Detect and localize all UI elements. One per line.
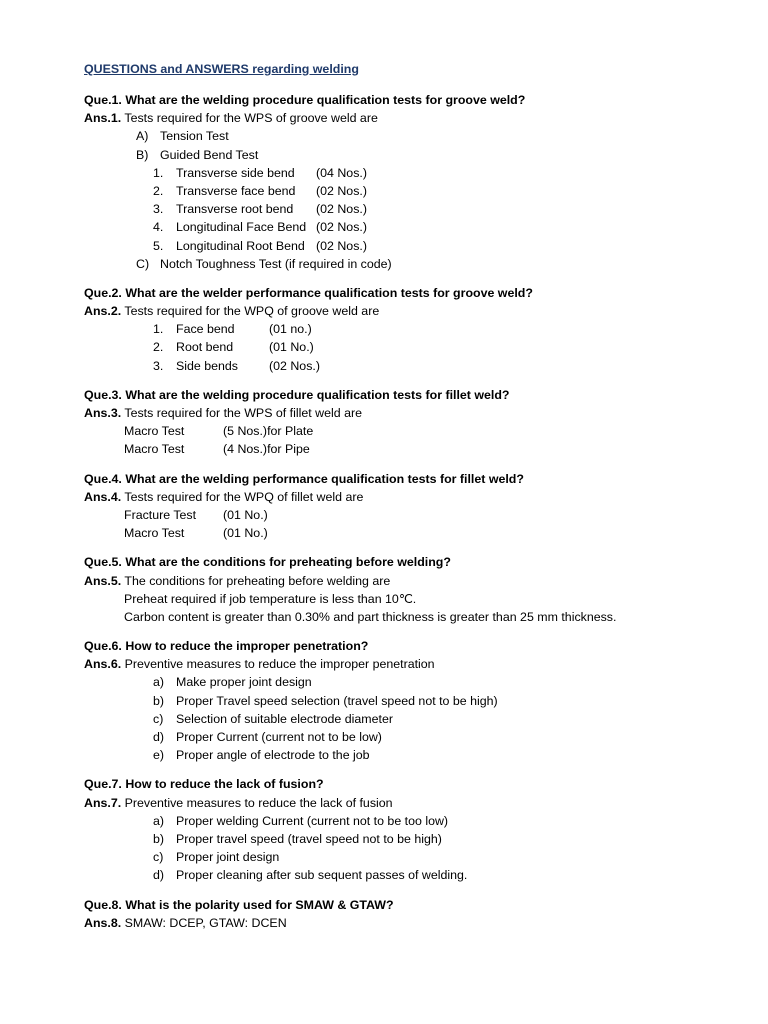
list-marker: b) xyxy=(153,693,165,708)
question-5: Que.5. What are the conditions for preheating before welding? xyxy=(84,555,451,570)
test-quantity: (01 No.) xyxy=(269,340,314,355)
list-text: Proper Travel speed selection (travel speed not to be high) xyxy=(176,693,498,708)
answer-label: Ans.6. xyxy=(84,657,122,672)
test-name: Longitudinal Face Bend xyxy=(176,220,307,235)
condition-line: Carbon content is greater than 0.30% and part thickness is greater than 25 mm thickness. xyxy=(124,609,617,624)
sub-list-item xyxy=(84,357,724,375)
answer-1 xyxy=(84,109,724,127)
question-1: Que.1. What are the welding procedure qualification tests for groove weld? xyxy=(84,93,526,107)
test-quantity: (01 No.) xyxy=(223,526,268,541)
test-row xyxy=(84,506,724,524)
list-item xyxy=(84,146,724,164)
list-marker: b) xyxy=(153,831,165,846)
test-quantity: (5 Nos.)for Plate xyxy=(223,424,314,439)
list-item xyxy=(84,673,724,691)
test-quantity: (02 Nos.) xyxy=(316,220,367,235)
answer-label: Ans.8. xyxy=(84,915,122,930)
answer-text: Tests required for the WPS of fillet weld are xyxy=(121,406,362,420)
list-marker: 4. xyxy=(153,220,164,235)
test-name: Transverse face bend xyxy=(176,183,296,198)
list-text: Proper travel speed (travel speed not to be high) xyxy=(176,831,442,846)
test-name: Side bends xyxy=(176,358,239,373)
sub-list-item xyxy=(84,237,724,255)
test-name: Transverse side bend xyxy=(176,165,295,180)
list-text: Proper joint design xyxy=(176,850,280,865)
list-marker: 1. xyxy=(153,165,164,180)
answer-label: Ans.2. xyxy=(84,304,122,319)
list-text: Selection of suitable electrode diameter xyxy=(176,711,393,726)
sub-list-item xyxy=(84,218,724,236)
list-item xyxy=(84,848,724,866)
condition-line: Preheat required if job temperature is less than 10℃. xyxy=(124,591,417,606)
answer-5 xyxy=(84,572,724,590)
test-quantity: (02 Nos.) xyxy=(316,183,367,198)
answer-2 xyxy=(84,302,724,320)
qa-block-8 xyxy=(84,896,724,932)
list-marker: 3. xyxy=(153,358,164,373)
list-item xyxy=(84,866,724,884)
test-quantity: (01 no.) xyxy=(269,322,312,337)
list-marker: C) xyxy=(136,256,150,271)
qa-block-5 xyxy=(84,553,724,626)
answer-3 xyxy=(84,404,724,422)
answer-8 xyxy=(84,914,724,932)
sub-list-item xyxy=(84,164,724,182)
sub-list-item xyxy=(84,200,724,218)
test-quantity: (02 Nos.) xyxy=(316,238,367,253)
list-marker: d) xyxy=(153,730,165,744)
answer-text: Tests required for the WPQ of groove weld are xyxy=(121,304,380,319)
answer-label: Ans.5. xyxy=(84,573,122,588)
test-row xyxy=(84,440,724,458)
test-name: Fracture Test xyxy=(124,507,197,522)
answer-label: Ans.1. xyxy=(84,111,122,126)
list-text: Guided Bend Test xyxy=(160,147,259,162)
list-item xyxy=(84,746,724,764)
test-row xyxy=(84,422,724,440)
list-text: Proper angle of electrode to the job xyxy=(176,748,370,763)
list-text: Notch Toughness Test (if required in code) xyxy=(160,256,392,271)
test-quantity: (02 Nos.) xyxy=(269,358,320,373)
question-7: Que.7. How to reduce the lack of fusion? xyxy=(84,777,324,792)
test-name: Macro Test xyxy=(124,442,185,457)
test-name: Face bend xyxy=(176,322,235,337)
list-item xyxy=(84,812,724,830)
list-item xyxy=(84,255,724,273)
qa-block-2 xyxy=(84,284,724,375)
qa-block-4 xyxy=(84,470,724,543)
answer-text: Tests required for the WPS of groove weld are xyxy=(121,111,378,126)
list-marker: 3. xyxy=(153,202,164,217)
list-text: Proper cleaning after sub sequent passes of welding. xyxy=(176,868,468,883)
answer-text: Tests required for the WPQ of fillet weld are xyxy=(121,489,364,504)
answer-text: The conditions for preheating before welding are xyxy=(121,573,391,588)
test-quantity: (02 Nos.) xyxy=(316,202,367,217)
list-item xyxy=(84,728,724,746)
list-marker: 2. xyxy=(153,340,164,355)
test-quantity: (04 Nos.) xyxy=(316,165,367,180)
list-marker: 1. xyxy=(153,322,164,337)
list-marker: a) xyxy=(153,813,165,828)
list-marker: c) xyxy=(153,711,164,726)
test-name: Macro Test xyxy=(124,526,185,541)
test-quantity: (4 Nos.)for Pipe xyxy=(223,442,310,457)
qa-block-1 xyxy=(84,91,724,273)
list-item xyxy=(84,127,724,145)
list-text: Proper welding Current (current not to be too low) xyxy=(176,813,449,828)
test-quantity: (01 No.) xyxy=(223,507,268,522)
answer-text: Preventive measures to reduce the lack of fusion xyxy=(121,795,393,810)
answer-7 xyxy=(84,794,724,812)
document-heading: QUESTIONS and ANSWERS regarding welding xyxy=(84,62,359,76)
list-marker: 2. xyxy=(153,183,164,198)
question-2: Que.2. What are the welder performance qualification tests for groove weld? xyxy=(84,285,533,300)
sub-list-item xyxy=(84,338,724,356)
question-8: Que.8. What is the polarity used for SMAW & GTAW? xyxy=(84,897,394,912)
list-marker: 5. xyxy=(153,238,164,253)
sub-list-item xyxy=(84,320,724,338)
list-marker: d) xyxy=(153,868,165,883)
answer-4 xyxy=(84,488,724,506)
test-name: Macro Test xyxy=(124,424,185,439)
test-row xyxy=(84,524,724,542)
question-6: Que.6. How to reduce the improper penetration? xyxy=(84,639,369,654)
question-4: Que.4. What are the welding performance qualification tests for fillet weld? xyxy=(84,471,524,486)
qa-block-3 xyxy=(84,386,724,459)
answer-text: Preventive measures to reduce the improper penetration xyxy=(121,657,435,672)
list-marker: e) xyxy=(153,748,165,763)
list-text: Tension Test xyxy=(160,129,229,144)
list-text: Proper Current (current not to be low) xyxy=(176,730,382,744)
list-item xyxy=(84,710,724,728)
answer-text: SMAW: DCEP, GTAW: DCEN xyxy=(121,915,287,930)
qa-block-7 xyxy=(84,775,724,884)
list-marker: A) xyxy=(136,129,149,144)
answer-label: Ans.4. xyxy=(84,489,122,504)
sub-list-item xyxy=(84,182,724,200)
test-name: Transverse root bend xyxy=(176,202,294,217)
qa-block-6 xyxy=(84,637,724,764)
answer-label: Ans.7. xyxy=(84,795,122,810)
list-marker: a) xyxy=(153,675,165,690)
list-marker: B) xyxy=(136,147,149,162)
list-item xyxy=(84,692,724,710)
test-name: Longitudinal Root Bend xyxy=(176,238,305,253)
answer-6 xyxy=(84,655,724,673)
answer-label: Ans.3. xyxy=(84,406,122,420)
list-item xyxy=(84,830,724,848)
list-marker: c) xyxy=(153,850,164,865)
list-text: Make proper joint design xyxy=(176,675,312,690)
document-page xyxy=(84,60,724,943)
test-name: Root bend xyxy=(176,340,234,355)
question-3: Que.3. What are the welding procedure qualification tests for fillet weld? xyxy=(84,387,510,402)
